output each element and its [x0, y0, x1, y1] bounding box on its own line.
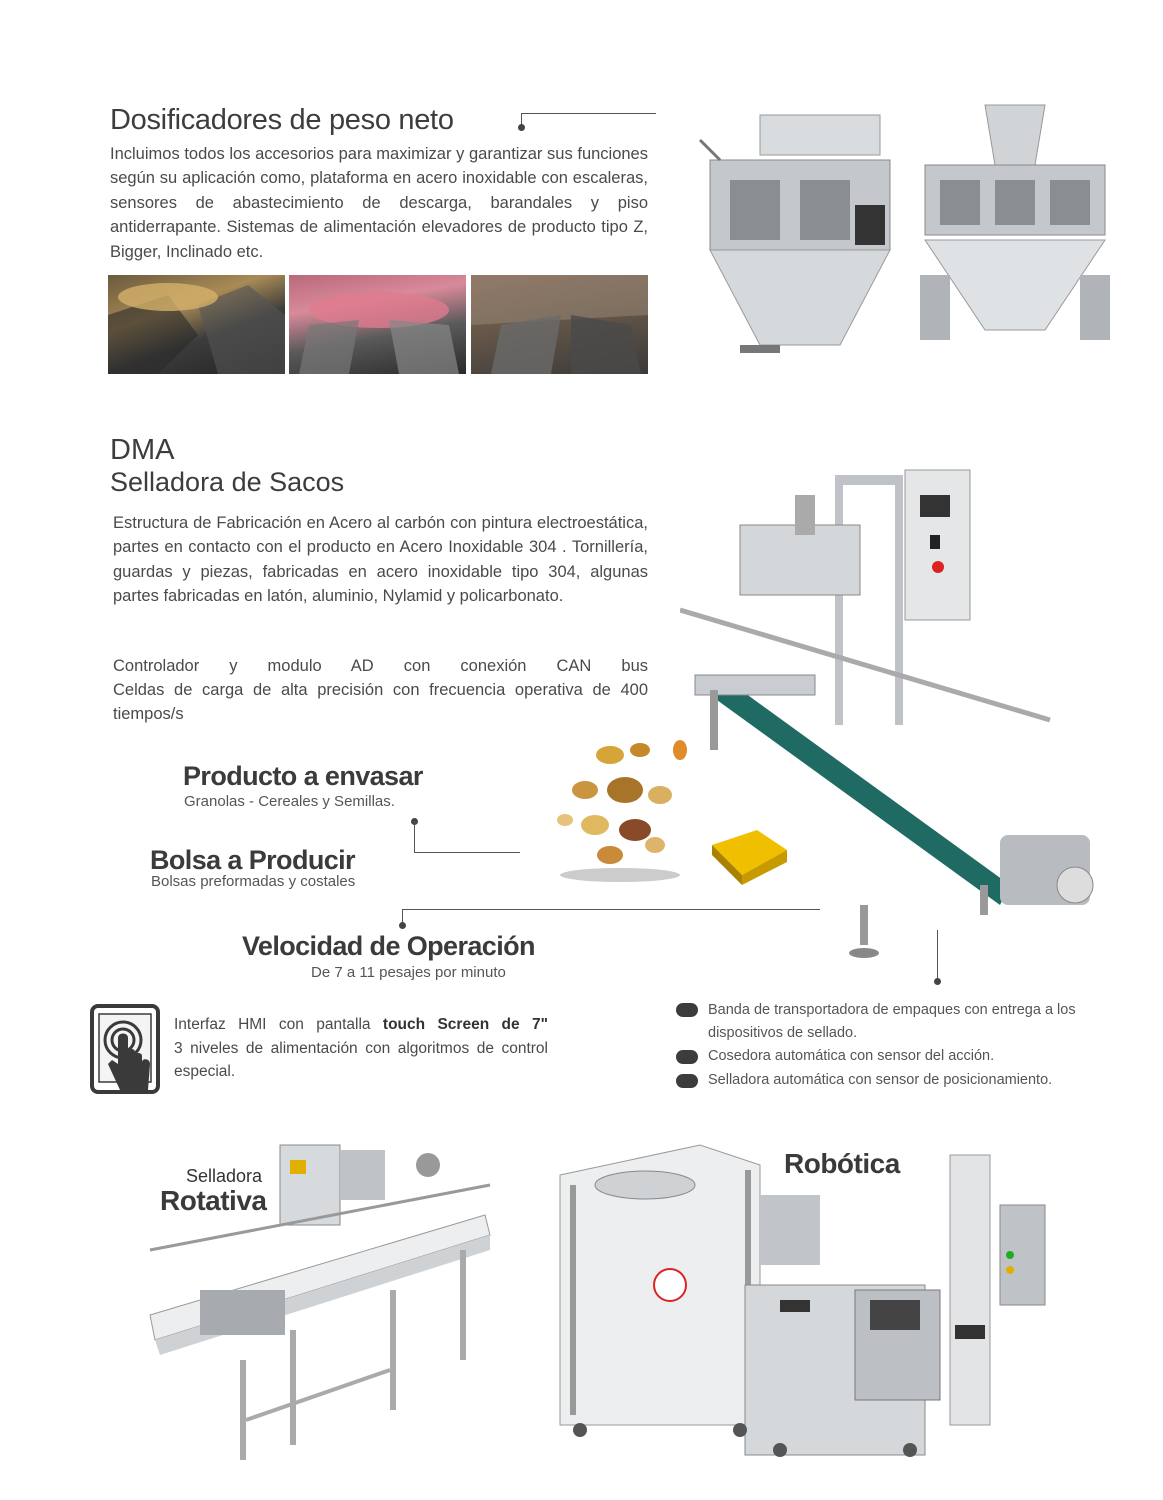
rotativa-line2: Rotativa: [160, 1185, 267, 1216]
multihead-weigher-image-2: [915, 95, 1115, 350]
bullet-item-2: [676, 1045, 1094, 1068]
bullet-text: Selladora automática con sensor de posicionamiento.: [708, 1072, 1053, 1088]
hmi-text-rest: 3 niveles de alimentación con algoritmos de control especial.: [174, 1039, 548, 1080]
bullet-marker: [676, 1050, 698, 1064]
producto-sub: Granolas - Cereales y Semillas.: [184, 793, 395, 810]
robotics-equipment-image: [550, 1125, 1060, 1465]
bolsa-title: Bolsa a Producir: [150, 845, 355, 875]
section2-subtitle: Selladora de Sacos: [110, 467, 345, 497]
hmi-text: [174, 1013, 548, 1084]
bullet-text: Cosedora automática con sensor del acción.: [708, 1048, 995, 1064]
bullet-marker: [676, 1074, 698, 1088]
section2-title: DMA: [110, 434, 175, 466]
hmi-text-prefix: Interfaz HMI con pantalla: [174, 1016, 383, 1033]
hmi-text-bold: touch Screen de 7": [382, 1016, 548, 1033]
rotary-sealer-image: [140, 1140, 500, 1470]
sack-sealer-machine-image: [680, 465, 1100, 975]
foot-pedal-image: [712, 830, 787, 885]
velocidad-sub: De 7 a 11 pesajes por minuto: [311, 964, 506, 981]
touch-screen-icon: [90, 1004, 160, 1094]
bolsa-sub: Bolsas preformadas y costales: [151, 873, 356, 890]
section2-paragraph1: Estructura de Fabricación en Acero al carbón con pintura electroestática, partes en contacto con el producto en Acero Inoxidable 304 . Tornillería, guardas y piezas, fabricadas en acero inoxidable tipo 304, algunas partes fabricadas en latón, aluminio, Nylamid y policarbonato.: [113, 514, 648, 606]
connector-dot: [518, 124, 525, 131]
weigher-photo-2: [289, 275, 466, 374]
connector-line: [414, 852, 520, 853]
section1-paragraph: Incluimos todos los accesorios para maximizar y garantizar sus funciones según su aplicación como, plataforma en acero inoxidable con escaleras, sensores de abastecimiento de descarga, barandales y piso antiderrapante. Sistemas de alimentación elevadores de producto tipo Z, Bigger, Inclinado etc.: [110, 145, 648, 261]
connector-dot: [934, 978, 941, 985]
velocidad-title: Velocidad de Operación: [242, 931, 535, 961]
title-connector-line: [521, 113, 656, 114]
section1-title: Dosificadores de peso neto: [110, 104, 454, 136]
weigher-photo-3: [471, 275, 648, 374]
section2-paragraph2-line2: Celdas de carga de alta precisión con frecuencia operativa de 400 tiempos/s: [113, 681, 648, 724]
bullet-marker: [676, 1003, 698, 1017]
section2-paragraph2-line1: Controlador y modulo AD con conexión CAN bus: [113, 657, 648, 675]
robotica-title: Robótica: [784, 1148, 900, 1179]
connector-dot: [399, 922, 406, 929]
connector-line: [414, 821, 415, 853]
connector-line: [937, 930, 938, 980]
connector-line: [402, 909, 820, 910]
weigher-photo-1: [108, 275, 285, 374]
granola-product-image: [540, 720, 695, 885]
bullet-item-1: [676, 999, 1094, 1045]
rotativa-line1: Selladora: [186, 1166, 263, 1186]
bullet-item-3: [676, 1069, 1094, 1092]
bullet-text: Banda de transportadora de empaques con entrega a los dispositivos de sellado.: [708, 1002, 1076, 1041]
multihead-weigher-image-1: [690, 100, 910, 360]
producto-title: Producto a envasar: [183, 761, 423, 791]
